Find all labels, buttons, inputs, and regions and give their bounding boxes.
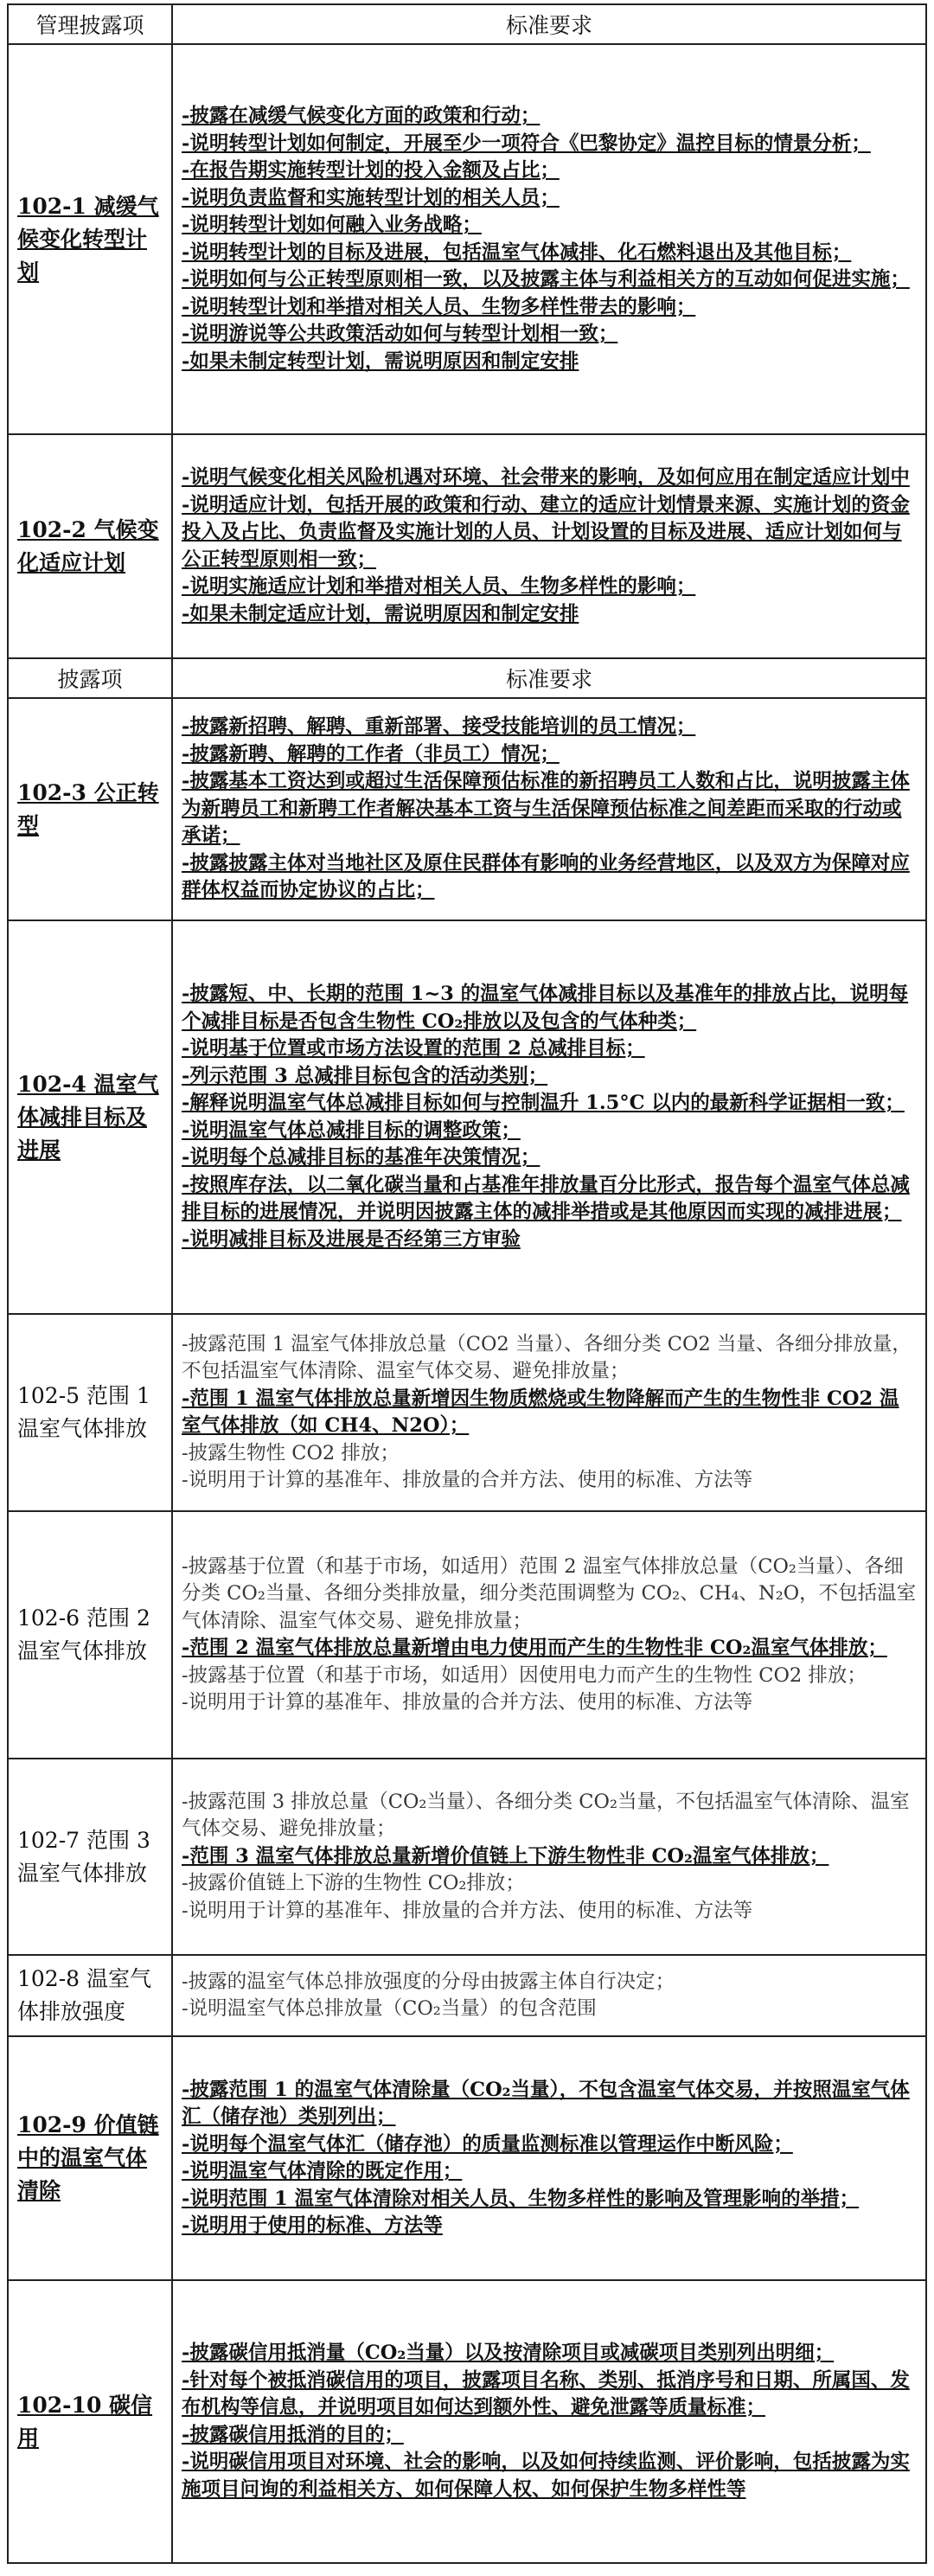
table-row <box>8 1759 926 1955</box>
requirement-line: -列示范围 3 总减排目标包含的活动类别； <box>182 1064 548 1087</box>
requirement-line: -按照库存法，以二氧化碳当量和占基准年排放量百分比形式，报告每个温室气体总减排目标的进展情况，并说明因披露主体的减排举措或是其他原因而实现的减排进展； <box>182 1173 910 1223</box>
requirement-line: -披露在减缓气候变化方面的政策和行动； <box>182 105 541 127</box>
item-name: 102-8 温室气体排放强度 <box>8 1955 172 2036</box>
table-row <box>8 920 926 1314</box>
requirement-line: -披露新招聘、解聘、重新部署、接受技能培训的员工情况； <box>182 715 696 739</box>
item-requirements <box>172 434 926 658</box>
item-name: 102-7 范围 3 温室气体排放 <box>8 1759 172 1955</box>
item-requirements <box>172 2036 926 2280</box>
item-name: 102-3 公正转型 <box>8 698 172 920</box>
item-requirements <box>172 698 926 920</box>
requirement-line: -说明温室气体清除的既定作用； <box>182 2160 463 2182</box>
item-name: 102-2 气候变化适应计划 <box>8 434 172 658</box>
requirement-line: -说明温室气体总排放量（CO₂当量）的包含范围 <box>182 1997 597 2020</box>
item-requirements <box>172 44 926 434</box>
requirement-line: -如果未制定转型计划，需说明原因和制定安排 <box>182 349 579 373</box>
requirement-line: -如果未制定适应计划，需说明原因和制定安排 <box>182 602 579 625</box>
requirement-line: -说明适应计划，包括开展的政策和行动、建立的适应计划情景来源、实施计划的资金投入及占比、负责监督及实施计划的人员、计划设置的目标及进展、适应计划如何与公正转型原则相一致； <box>182 493 910 571</box>
requirement-line: -说明实施适应计划和举措对相关人员、生物多样性的影响； <box>182 575 696 598</box>
disclosure-table <box>7 3 927 2564</box>
requirement-line: -披露新聘、解聘的工作者（非员工）情况； <box>182 742 560 766</box>
disclosure-table-page <box>7 3 927 2569</box>
requirement-line: -说明转型计划如何融入业务战略； <box>182 214 482 236</box>
table-header-row <box>8 658 926 698</box>
requirement-line: -在报告期实施转型计划的投入金额及占比； <box>182 159 560 182</box>
requirement-line: -说明每个温室气体汇（储存池）的质量监测标准以管理运作中断风险； <box>182 2132 793 2156</box>
requirement-line: -披露碳信用抵消的目的； <box>182 2423 404 2446</box>
item-requirements <box>172 1955 926 2036</box>
requirement-line: -说明用于计算的基准年、排放量的合并方法、使用的标准、方法等 <box>182 1691 753 1714</box>
item-requirements <box>172 1759 926 1955</box>
item-name: 102-10 碳信用 <box>8 2280 172 2563</box>
item-requirements <box>172 2280 926 2563</box>
header-col-disclosure: 披露项 <box>8 658 172 698</box>
item-name: 102-5 范围 1 温室气体排放 <box>8 1314 172 1511</box>
table-row <box>8 2036 926 2280</box>
table-row <box>8 698 926 920</box>
requirement-line: -说明范围 1 温室气体清除对相关人员、生物多样性的影响及管理影响的举措； <box>182 2187 860 2210</box>
requirement-line: -披露基于位置（和基于市场，如适用）范围 2 温室气体排放总量（CO₂当量）、各细分类 CO₂当量、各细分类排放量，细分类范围调整为 CO₂、CH₄、N₂O，不包括温室气体清除、温室气体交易、避免排放量； <box>182 1554 917 1632</box>
requirement-line-new: -范围 3 温室气体排放总量新增价值链上下游生物性非 CO₂温室气体排放； <box>182 1844 829 1868</box>
requirement-line: -说明每个总减排目标的基准年决策情况； <box>182 1146 541 1169</box>
requirement-line: -说明用于计算的基准年、排放量的合并方法、使用的标准、方法等 <box>182 1469 753 1491</box>
requirement-line: -披露范围 1 的温室气体清除量（CO₂当量），不包含温室气体交易，并按照温室气体汇（储存池）类别列出； <box>182 2078 910 2128</box>
requirement-line: -披露价值链上下游的生物性 CO₂排放； <box>182 1872 525 1895</box>
requirement-line: -说明碳信用项目对环境、社会的影响，以及如何持续监测、评价影响，包括披露为实施项目问询的利益相关方、如何保障人权、如何保护生物多样性等 <box>182 2451 910 2501</box>
requirement-line: -披露范围 3 排放总量（CO₂当量）、各细分类 CO₂当量，不包括温室气体清除、温室气体交易、避免排放量； <box>182 1790 910 1841</box>
requirement-line: -说明转型计划如何制定，开展至少一项符合《巴黎协定》温控目标的情景分析； <box>182 131 871 155</box>
requirement-line: -说明减排目标及进展是否经第三方审验 <box>182 1227 521 1251</box>
item-requirements <box>172 1511 926 1759</box>
requirement-line: -披露基于位置（和基于市场，如适用）因使用电力而产生的生物性 CO2 排放； <box>182 1663 867 1687</box>
requirement-line: -说明负责监督和实施转型计划的相关人员； <box>182 186 560 209</box>
table-row <box>8 2280 926 2563</box>
requirement-line: -披露披露主体对当地社区及原住民群体有影响的业务经营地区，以及双方为保障对应群体权益而协定协议的占比； <box>182 851 910 902</box>
requirement-line: -说明转型计划和举措对相关人员、生物多样性带去的影响； <box>182 295 696 318</box>
item-name: 102-4 温室气体减排目标及进展 <box>8 920 172 1314</box>
header-col-disclosure: 管理披露项 <box>8 4 172 44</box>
item-requirements <box>172 920 926 1314</box>
table-row <box>8 434 926 658</box>
item-name: 102-9 价值链中的温室气体清除 <box>8 2036 172 2280</box>
requirement-line-new: -范围 2 温室气体排放总量新增由电力使用而产生的生物性非 CO₂温室气体排放； <box>182 1637 887 1659</box>
table-row <box>8 1955 926 2036</box>
requirement-line: -说明温室气体总减排目标的调整政策； <box>182 1118 521 1142</box>
header-col-requirement: 标准要求 <box>172 658 926 698</box>
requirement-line-new: -范围 1 温室气体排放总量新增因生物质燃烧或生物降解而产生的生物性非 CO2 温室气体排放（如 CH4、N2O）； <box>182 1387 899 1437</box>
requirement-line: -披露基本工资达到或超过生活保障预估标准的新招聘员工人数和占比，说明披露主体为新聘员工和新聘工作者解决基本工资与生活保障预估标准之间差距而采取的行动或承诺； <box>182 770 910 848</box>
table-row <box>8 1511 926 1759</box>
requirement-line: -披露碳信用抵消量（CO₂当量）以及按清除项目或减碳项目类别列出明细； <box>182 2342 835 2364</box>
requirement-line: -披露生物性 CO2 排放； <box>182 1441 400 1464</box>
requirement-line: -针对每个被抵消碳信用的项目，披露项目名称、类别、抵消序号和日期、所属国、发布机构等信息，并说明项目如何达到额外性、避免泄露等质量标准； <box>182 2368 910 2419</box>
requirement-line: -披露范围 1 温室气体排放总量（CO2 当量）、各细分类 CO2 当量、各细分排放量，不包括温室气体清除、温室气体交易、避免排放量； <box>182 1332 912 1382</box>
header-col-requirement: 标准要求 <box>172 4 926 44</box>
requirement-line: -说明游说等公共政策活动如何与转型计划相一致； <box>182 323 618 345</box>
table-header-row <box>8 4 926 44</box>
requirement-line: -说明转型计划的目标及进展，包括温室气体减排、化石燃料退出及其他目标； <box>182 240 852 264</box>
item-name: 102-6 范围 2 温室气体排放 <box>8 1511 172 1759</box>
item-requirements <box>172 1314 926 1511</box>
item-name: 102-1 减缓气候变化转型计划 <box>8 44 172 434</box>
requirement-line: -解释说明温室气体总减排目标如何与控制温升 1.5°C 以内的最新科学证据相一致； <box>182 1092 905 1114</box>
requirement-line: -说明如何与公正转型原则相一致，以及披露主体与利益相关方的互动如何促进实施； <box>182 268 910 291</box>
table-row <box>8 1314 926 1511</box>
requirement-line: -说明基于位置或市场方法设置的范围 2 总减排目标； <box>182 1037 645 1060</box>
requirement-line: -说明气候变化相关风险机遇对环境、社会带来的影响，及如何应用在制定适应计划中 <box>182 466 910 489</box>
table-row <box>8 44 926 434</box>
requirement-line: -披露的温室气体总排放强度的分母由披露主体自行决定； <box>182 1970 675 1993</box>
requirement-line: -说明用于计算的基准年、排放量的合并方法、使用的标准、方法等 <box>182 1899 753 1922</box>
requirement-line: -披露短、中、长期的范围 1~3 的温室气体减排目标以及基准年的排放占比，说明每个减排目标是否包含生物性 CO₂排放以及包含的气体种类； <box>182 983 909 1033</box>
requirement-line: -说明用于使用的标准、方法等 <box>182 2214 443 2237</box>
